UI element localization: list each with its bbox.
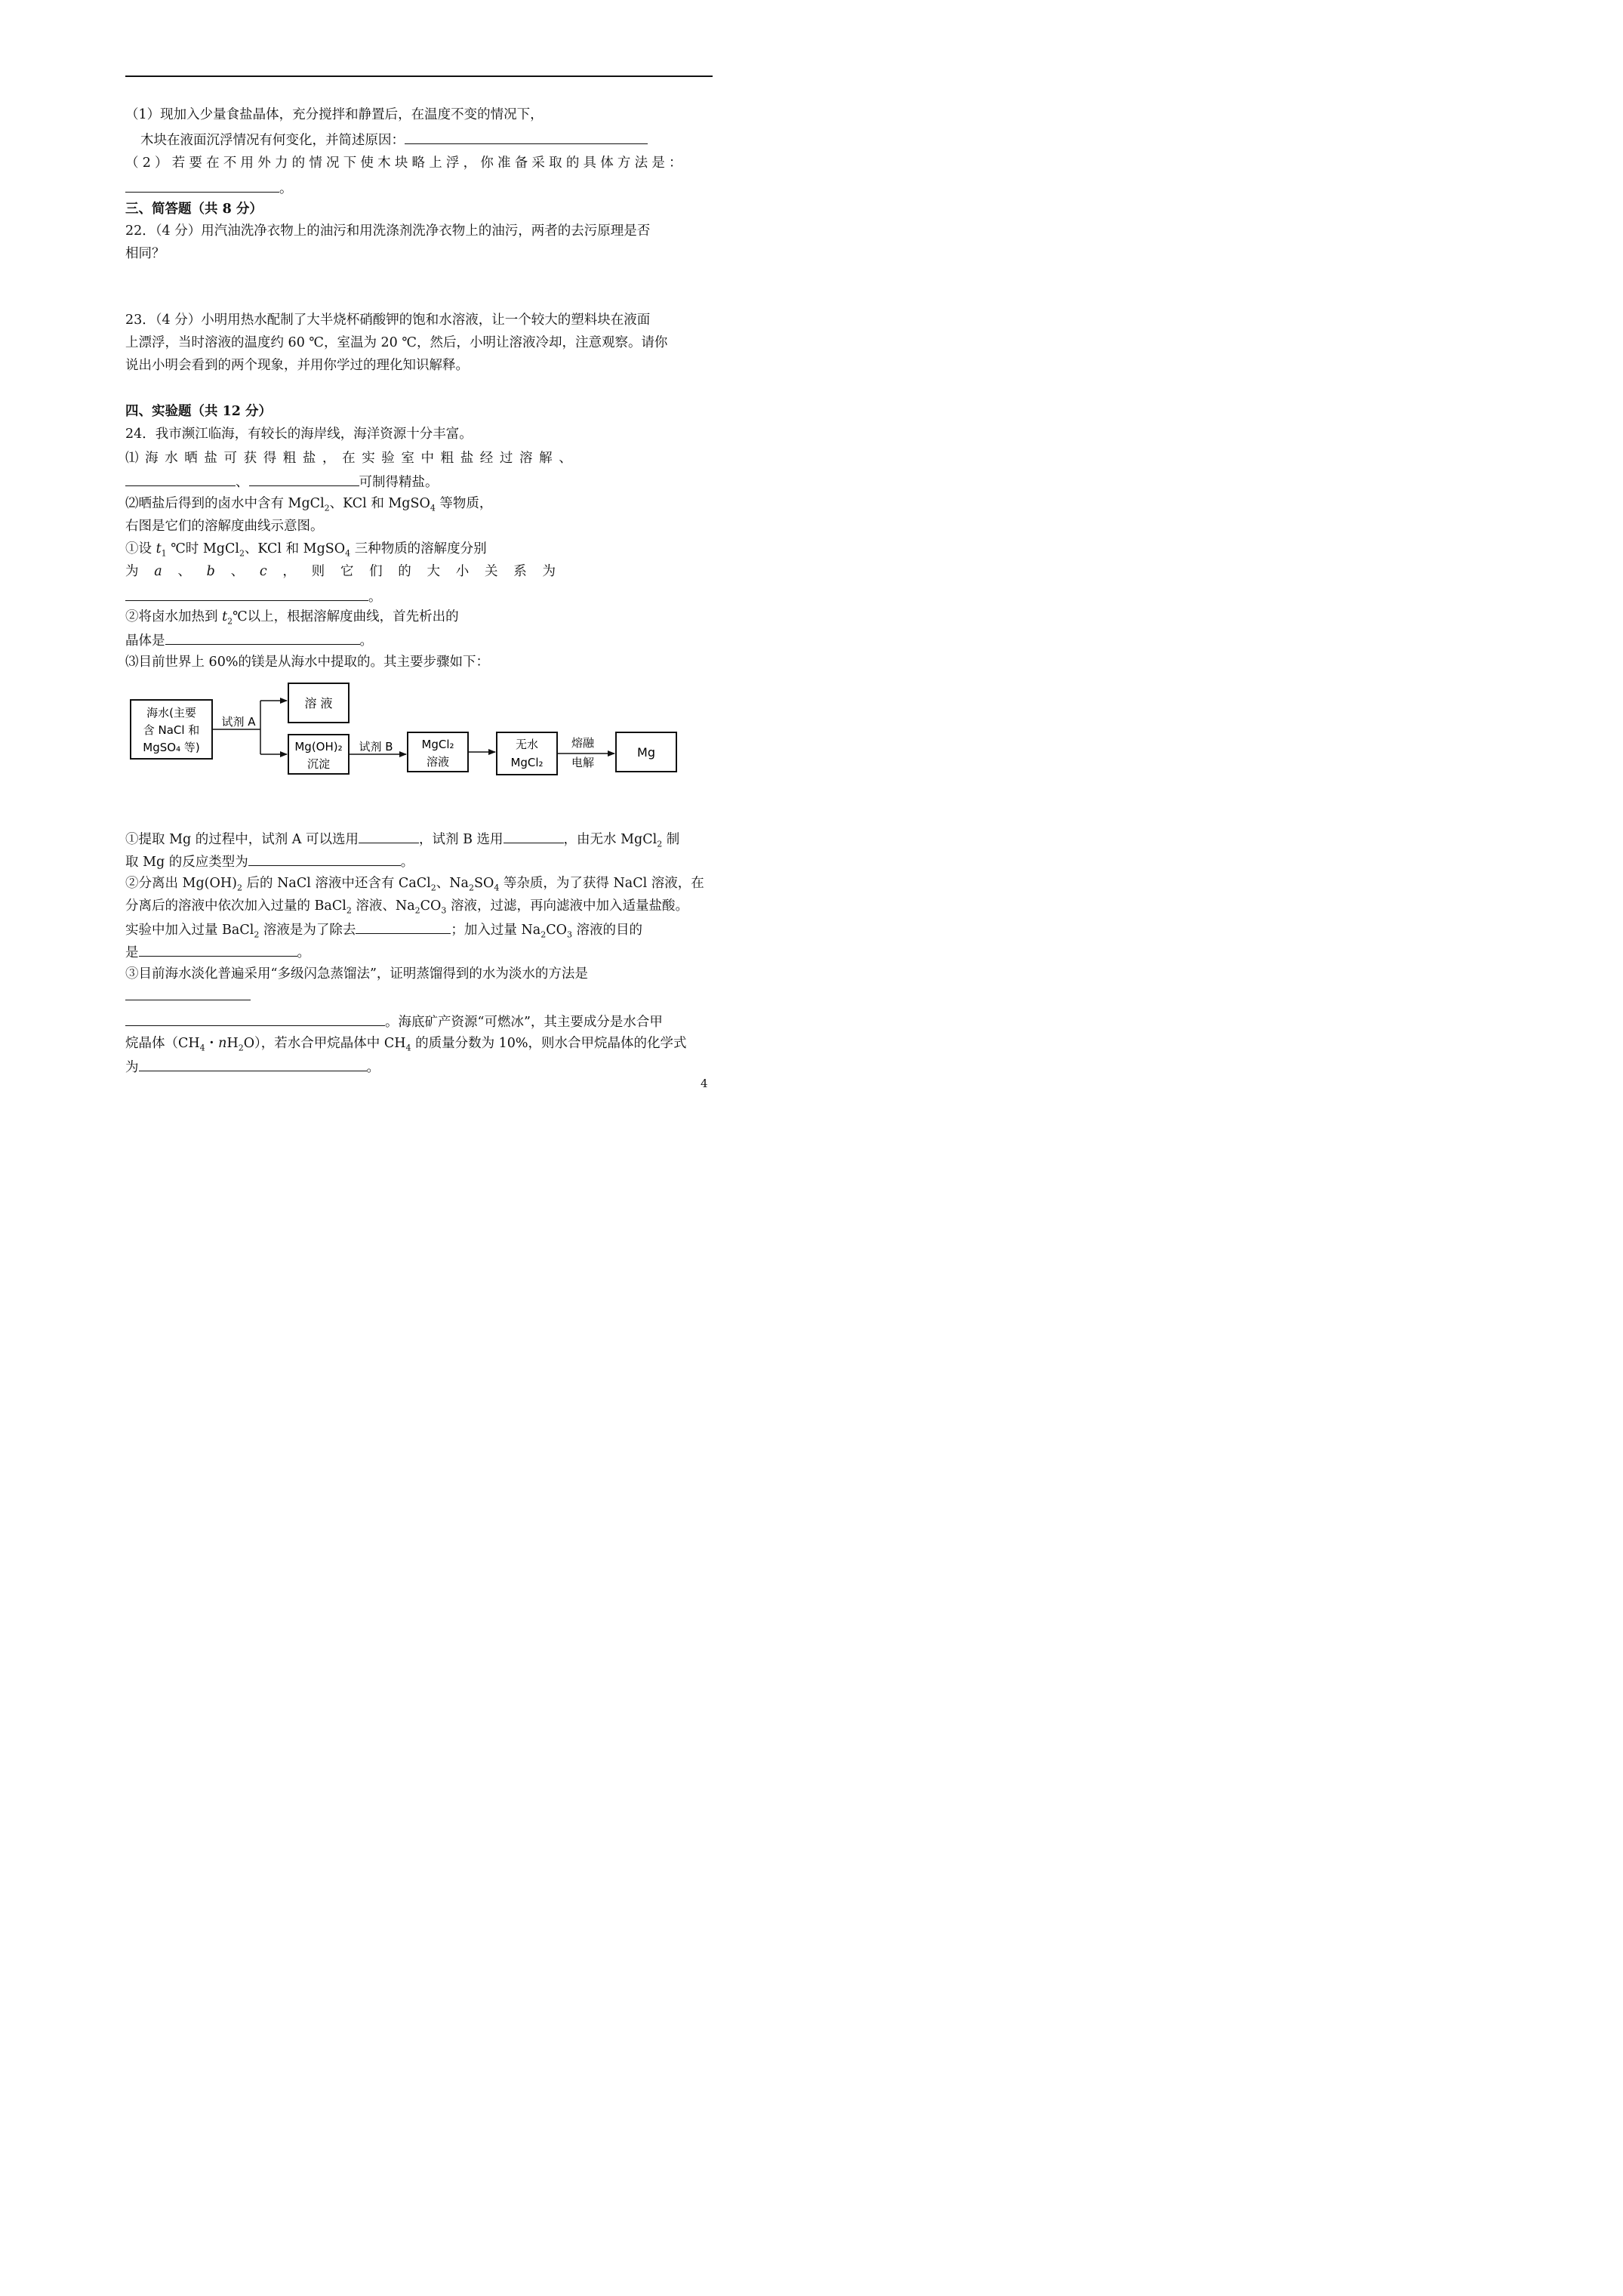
answer-blank[interactable] — [139, 942, 297, 957]
char: 的 — [398, 564, 411, 579]
exam-page — [0, 0, 830, 1175]
subscript: 2 — [324, 503, 330, 513]
q24-part3-q1-line1 — [125, 829, 679, 854]
answer-blank[interactable] — [125, 986, 251, 1000]
text: 实验中加入过量 BaCl — [125, 923, 254, 938]
mgcl2-solution-label-1: MgCl₂ — [421, 738, 454, 751]
q24-part3-q2-line1 — [125, 874, 704, 898]
text: CO — [546, 923, 567, 938]
subscript: 4 — [345, 548, 351, 559]
electrolysis-label-1: 熔融 — [571, 736, 595, 750]
reagent-a-label: 试剂 A — [221, 715, 256, 729]
mgcl2-solution-label-2: 溶液 — [426, 755, 450, 769]
solution-label: 溶 液 — [304, 696, 333, 710]
subscript: 2 — [430, 883, 436, 893]
text: 、KCl 和 MgSO — [329, 496, 430, 511]
anhydrous-label-2: MgCl₂ — [510, 756, 544, 769]
subscript: 2 — [346, 905, 352, 916]
q24-part2-line2: 右图是它们的溶解度曲线示意图。 — [125, 519, 324, 534]
text: ①提取 Mg 的过程中，试剂 A 可以选用 — [125, 832, 359, 847]
q21-part1-text: 木块在液面沉浮情况有何变化，并简述原因： — [140, 133, 405, 148]
text: ②分离出 Mg(OH) — [125, 876, 237, 891]
subscript: 2 — [236, 883, 242, 893]
q24-part3-intro: ⑶目前世界上 60%的镁是从海水中提取的。其主要步骤如下： — [125, 655, 489, 670]
char: 为 — [542, 564, 556, 579]
char: 小 — [455, 564, 470, 579]
answer-blank[interactable] — [405, 130, 648, 144]
subscript: 4 — [405, 1043, 411, 1053]
mgoh2-label-1: Mg(OH)₂ — [294, 740, 343, 754]
subscript: 4 — [199, 1043, 205, 1053]
text: 后的 NaCl 溶液中还含有 CaCl — [242, 876, 431, 891]
q22-line1: 22．（4 分）用汽油洗净衣物上的油污和用洗涤剂洗净衣物上的油污，两者的去污原理是否 — [125, 223, 651, 239]
text: ②将卤水加热到 — [125, 609, 223, 624]
char: 则 — [311, 564, 325, 579]
period: 。 — [279, 181, 293, 196]
text: ，由无水 MgCl — [563, 832, 658, 847]
var-c: c — [259, 564, 267, 579]
q24-part3-q3-line2 — [125, 1012, 663, 1031]
char: 、 — [230, 564, 245, 579]
text: 分离后的溶液中依次加入过量的 BaCl — [125, 898, 346, 914]
q24-part3-q2-line2 — [125, 897, 688, 920]
q24-part1-line1 — [125, 449, 578, 467]
answer-blank[interactable] — [249, 472, 359, 486]
text: ⑵晒盐后得到的卤水中含有 MgCl — [125, 496, 325, 511]
char: 系 — [513, 564, 527, 579]
period: 。 — [368, 590, 382, 605]
subscript: 2 — [227, 616, 233, 627]
q24-part2-line3 — [125, 540, 487, 563]
q24-part2-line5 — [125, 587, 382, 606]
q24-part1-text: ⑴海水晒盐可获得粗盐，在实验室中粗盐经过溶解、 — [125, 451, 579, 466]
char: 、 — [177, 564, 191, 579]
text: ①设 — [125, 541, 156, 556]
mg-label: Mg — [637, 745, 655, 760]
seawater-label-1: 海水(主要 — [146, 706, 196, 720]
char: 大 — [427, 564, 441, 579]
q24-part3-q3-line3 — [125, 1034, 687, 1058]
subscript: 4 — [430, 503, 436, 513]
q24-part3-q3-line4 — [125, 1057, 380, 1077]
text: 烷晶体（CH — [125, 1036, 200, 1051]
subscript: 2 — [540, 929, 547, 940]
q24-part1-end: 可制得精盐。 — [359, 475, 439, 490]
text: 溶液是为了除去 — [259, 923, 356, 938]
q24-part3-q2-line4 — [125, 942, 310, 962]
period: 。 — [366, 1060, 380, 1075]
q23-line3: 说出小明会看到的两个现象，并用你学过的理化知识解释。 — [125, 358, 469, 373]
subscript: 1 — [161, 548, 167, 559]
q21-part2-label: （2）若要在不用外力的情况下使木块略上浮，你准备采取的具体方法是： — [125, 156, 686, 171]
section3-title: 三、简答题（共 8 分） — [125, 202, 263, 217]
text: ・ — [205, 1036, 219, 1051]
char: ， — [282, 564, 296, 579]
text: 溶液、Na — [351, 898, 415, 914]
seawater-label-2: 含 NaCl 和 — [143, 723, 200, 737]
q24-part2-line1 — [125, 495, 492, 518]
var-n: n — [218, 1036, 227, 1051]
text: SO — [474, 876, 494, 891]
text: 三种物质的溶解度分别 — [350, 541, 487, 556]
text: 为 — [125, 1060, 139, 1075]
subscript: 2 — [469, 883, 474, 893]
subscript: 4 — [494, 883, 500, 893]
q24-part3-q1-line2 — [125, 852, 414, 871]
q24-intro: 24．我市濒江临海，有较长的海岸线，海洋资源十分丰富。 — [125, 427, 473, 442]
q21-part2-line2 — [125, 178, 293, 198]
text: 、Na — [436, 876, 469, 891]
q24-part1-line2 — [125, 472, 439, 492]
text: 等物质， — [435, 496, 493, 511]
period: 。 — [359, 633, 373, 649]
text: ，试剂 B 选用 — [419, 832, 504, 847]
answer-blank[interactable] — [125, 178, 279, 193]
text: ℃以上，根据溶解度曲线，首先析出的 — [233, 609, 459, 624]
text: 的质量分数为 10%，则水合甲烷晶体的化学式 — [411, 1036, 687, 1051]
text: 等杂质，为了获得 NaCl 溶液，在 — [499, 876, 704, 891]
reagent-b-label: 试剂 B — [359, 740, 393, 754]
formula-blank[interactable] — [139, 1057, 367, 1071]
q21-part2-text — [125, 154, 711, 172]
seawater-label-3: MgSO₄ 等) — [143, 741, 200, 754]
subscript: 2 — [254, 929, 260, 940]
header-rule — [125, 76, 713, 77]
q24-part2-line4 — [125, 562, 556, 581]
text: 取 Mg 的反应类型为 — [125, 855, 248, 870]
anhydrous-label-1: 无水 — [515, 738, 539, 751]
q23-line1: 23．（4 分）小明用热水配制了大半烧杯硝酸钾的饱和水溶液，让一个较大的塑料块在液面 — [125, 313, 651, 328]
q21-part1-line1: （1）现加入少量食盐晶体，充分搅拌和静置后，在温度不变的情况下， — [125, 107, 544, 122]
answer-blank[interactable] — [165, 630, 360, 645]
var-t: t — [156, 541, 162, 556]
text: 溶液，过滤，再向滤液中加入适量盐酸。 — [446, 898, 688, 914]
q21-part1-line2 — [140, 130, 648, 149]
q22-line2: 相同？ — [125, 246, 165, 261]
var-t: t — [222, 609, 228, 624]
text: CO — [420, 898, 442, 914]
q24-part3-q3-blank-line — [125, 986, 251, 1006]
electrolysis-label-2: 电解 — [571, 756, 595, 769]
subscript: 2 — [657, 839, 663, 849]
mgoh2-label-2: 沉淀 — [306, 757, 331, 771]
period: 。 — [297, 945, 310, 960]
reagent-a-blank[interactable] — [359, 829, 419, 843]
subscript: 2 — [238, 1043, 244, 1053]
text: H — [226, 1036, 239, 1051]
char: 为 — [125, 564, 139, 579]
section4-title: 四、实验题（共 12 分） — [125, 404, 273, 419]
text: O），若水合甲烷晶体中 CH — [243, 1036, 406, 1051]
answer-blank[interactable] — [125, 1012, 385, 1026]
answer-blank[interactable] — [125, 587, 368, 601]
text: 。海底矿产资源“可燃冰”，其主要成分是水合甲 — [385, 1015, 663, 1030]
var-a: a — [154, 564, 162, 579]
q24-part2-line7 — [125, 630, 373, 650]
q21-part2-line1 — [125, 154, 711, 172]
q24-part3-q3-line1: ③目前海水淡化普遍采用“多级闪急蒸馏法”，证明蒸馏得到的水为淡水的方法是 — [125, 966, 588, 982]
separator: 、 — [236, 475, 249, 490]
text: ；加入过量 Na — [451, 923, 541, 938]
text: 制 — [662, 832, 680, 847]
subscript: 2 — [239, 548, 245, 559]
text: 、KCl 和 MgSO — [244, 541, 346, 556]
text: 是 — [125, 945, 139, 960]
text: 溶液的目的 — [571, 923, 643, 938]
subscript: 3 — [566, 929, 572, 940]
q23-line2: 上漂浮，当时溶液的温度约 60 ℃，室温为 20 ℃，然后，小明让溶液冷却，注意观察。请你 — [125, 335, 668, 350]
subscript: 3 — [441, 905, 447, 916]
subscript: 2 — [414, 905, 420, 916]
q24-part2-line6 — [125, 608, 459, 631]
char: 们 — [369, 564, 383, 579]
char: 它 — [340, 564, 354, 579]
reagent-b-blank[interactable] — [504, 829, 564, 843]
reaction-type-blank[interactable] — [248, 852, 401, 866]
text: ℃时 MgCl — [166, 541, 239, 556]
char: 关 — [485, 564, 498, 579]
var-b: b — [206, 564, 215, 579]
magnesium-extraction-flowchart — [121, 676, 687, 789]
period: 。 — [400, 855, 414, 870]
answer-blank[interactable] — [125, 472, 236, 486]
page-number: 4 — [701, 1077, 708, 1090]
text: 晶体是 — [125, 633, 165, 649]
answer-blank[interactable] — [356, 920, 451, 934]
q24-part3-q2-line3 — [125, 920, 642, 945]
